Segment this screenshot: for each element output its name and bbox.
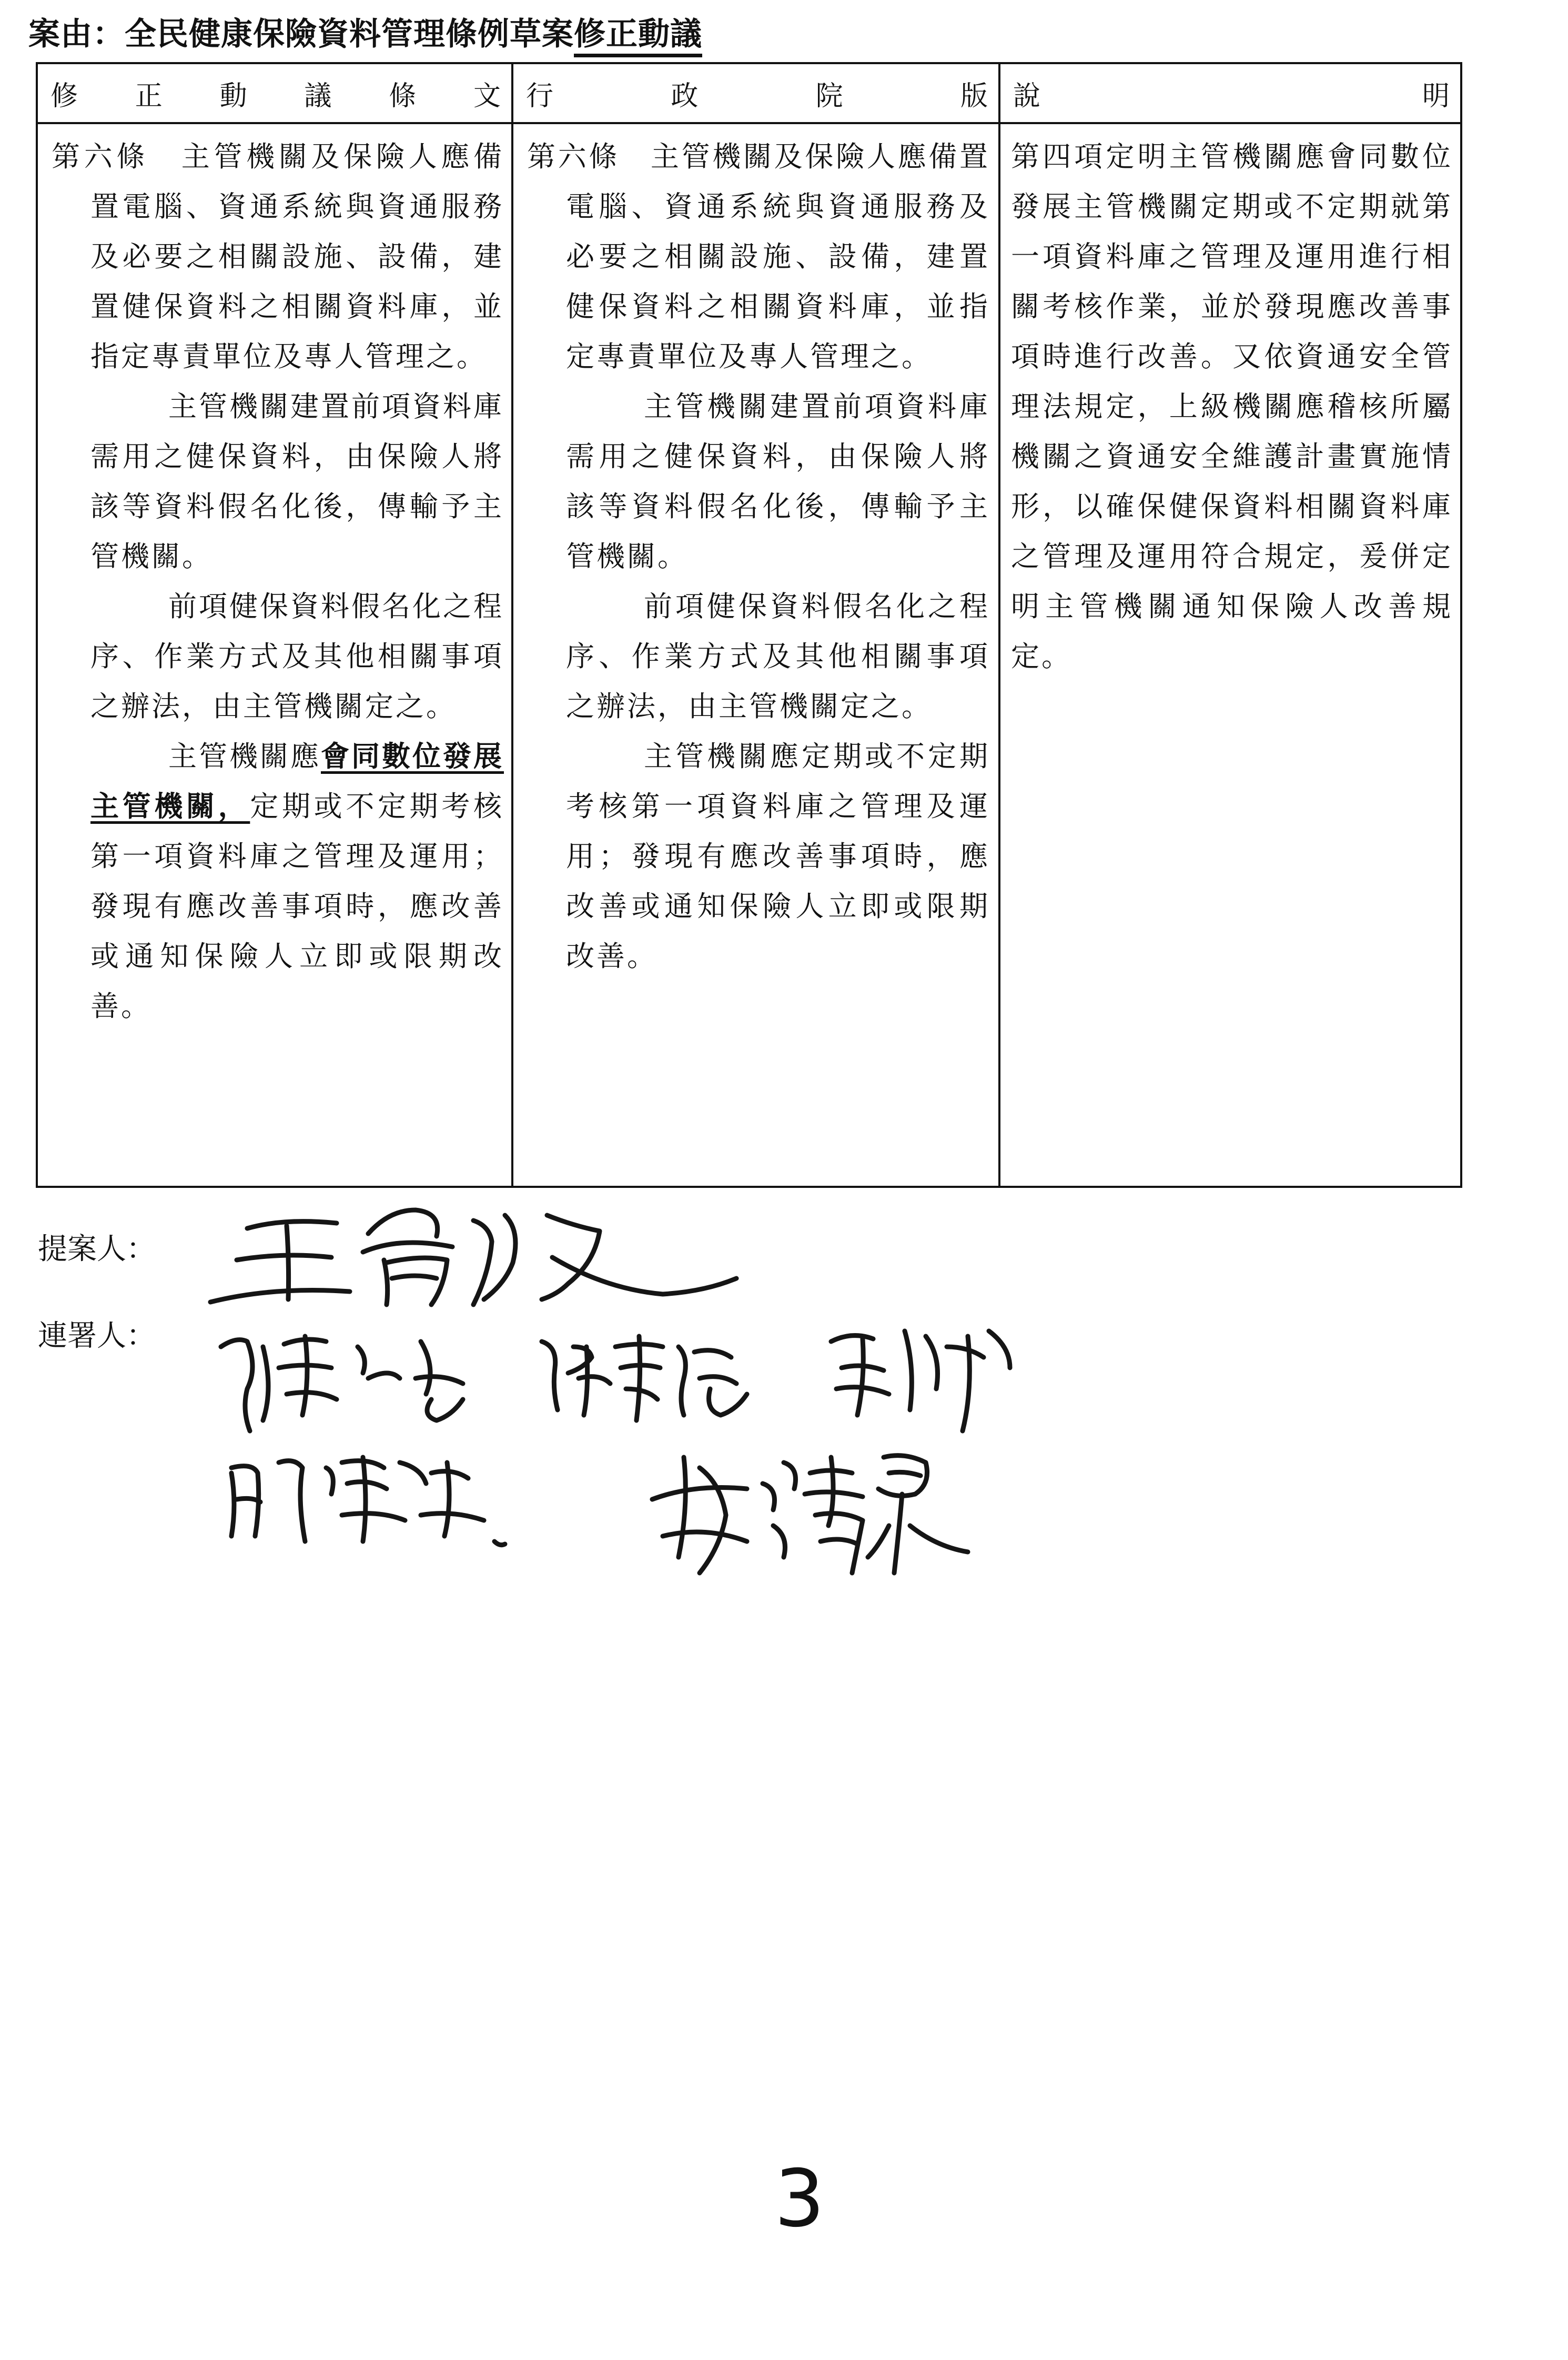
proposer-label: 提案人： bbox=[38, 1232, 156, 1266]
executive-paragraph-3: 前項健保資料假名化之程序、作業方式及其他相關事項之辦法，由主管機關定之。 bbox=[566, 590, 990, 723]
explanation-column bbox=[1011, 132, 1453, 681]
comparison-table bbox=[36, 62, 1462, 1188]
signature-cosigner-1 bbox=[221, 1336, 463, 1431]
document-title bbox=[28, 11, 1449, 58]
signature-cosigner-5 bbox=[652, 1456, 968, 1573]
column-divider-2 bbox=[998, 64, 1000, 1186]
signature-cosigner-4 bbox=[231, 1457, 505, 1545]
executive-paragraph-4: 主管機關應定期或不定期考核第一項資料庫之管理及運用；發現有應改善事項時，應改善或通知保險人立即或限期改善。 bbox=[566, 740, 990, 973]
amendment-paragraph-2: 主管機關建置前項資料庫需用之健保資料，由保險人將該等資料假名化後，傳輸予主管機關。 bbox=[90, 390, 504, 573]
amendment-paragraph-4: 主管機關應會同數位發展主管機關，定期或不定期考核第一項資料庫之管理及運用；發現有應改善事項時，應改善或通知保險人立即或限期改善。 bbox=[90, 739, 504, 1023]
signature-cosigner-3 bbox=[831, 1331, 1010, 1431]
header-amendment: 修 正 動 議 條 文 bbox=[50, 80, 501, 112]
header-executive: 行 政 院 版 bbox=[526, 80, 988, 112]
executive-paragraph-2: 主管機關建置前項資料庫需用之健保資料，由保險人將該等資料假名化後，傳輸予主管機關。 bbox=[566, 390, 990, 573]
page-number: 3 bbox=[774, 2153, 825, 2245]
amendment-underlined-text: 會同數位發展主管機關， bbox=[90, 739, 504, 823]
header-explanation: 說 明 bbox=[1013, 80, 1450, 112]
amendment-paragraph-3: 前項健保資料假名化之程序、作業方式及其他相關事項之辦法，由主管機關定之。 bbox=[90, 590, 504, 723]
amendment-article: 第六條 主管機關及保險人應備置電腦、資通系統與資通服務及必要之相關設施、設備，建置健保資料之相關資料庫，並指定專責單位及專人管理之。 bbox=[52, 140, 504, 373]
executive-column bbox=[527, 132, 990, 981]
explanation-text: 第四項定明主管機關應會同數位發展主管機關定期或不定期就第一項資料庫之管理及運用進行相關考核作業，並於發現應改善事項時進行改善。又依資通安全管理法規定，上級機關應稽核所屬機關之資通安全維護計畫實施情形，以確保健保資料相關資料庫之管理及運用符合規定，爰併定明主管機關通知保險人改善規定。 bbox=[1011, 140, 1453, 673]
title-prefix: 案由：全民健康保險資料管理條例草案 bbox=[28, 16, 574, 53]
signature-proposer bbox=[210, 1210, 736, 1305]
column-divider-1 bbox=[511, 64, 513, 1186]
executive-article: 第六條 主管機關及保險人應備置電腦、資通系統與資通服務及必要之相關設施、設備，建置健保資料之相關資料庫，並指定專責單位及專人管理之。 bbox=[527, 140, 990, 373]
signature-cosigner-2 bbox=[542, 1336, 747, 1420]
title-underlined: 修正動議 bbox=[574, 16, 702, 57]
cosigner-label: 連署人： bbox=[38, 1319, 156, 1353]
header-divider bbox=[38, 122, 1460, 124]
amendment-column bbox=[52, 132, 504, 1031]
